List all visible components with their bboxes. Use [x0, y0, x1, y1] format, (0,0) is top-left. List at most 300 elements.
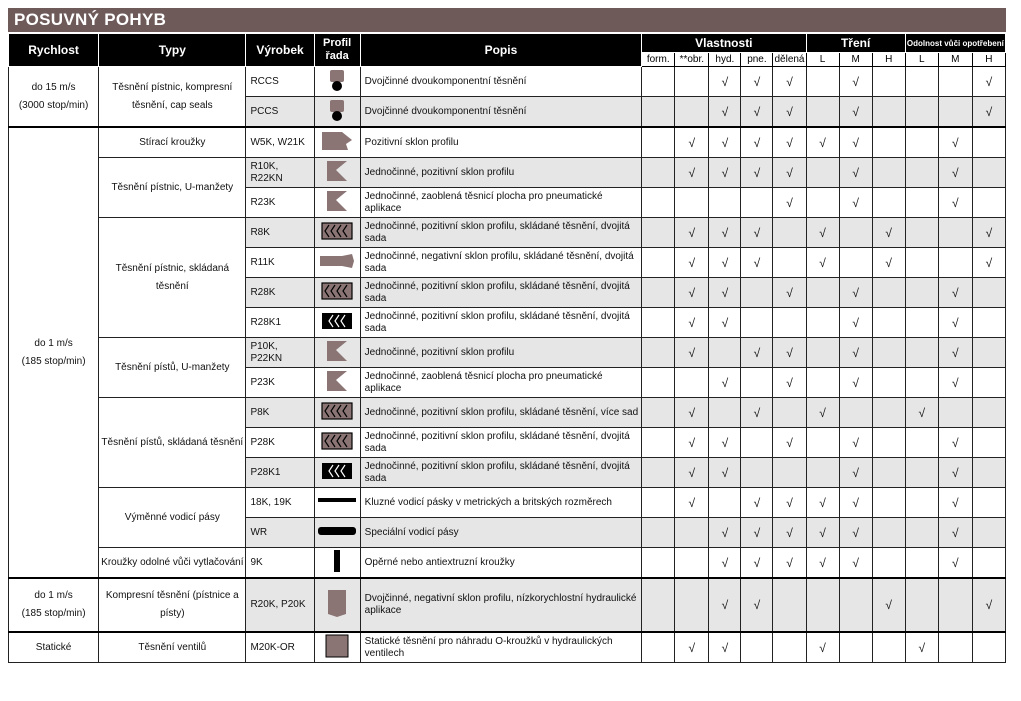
table-row	[9, 218, 1006, 248]
table-row	[9, 338, 1006, 368]
check-hyd-2: √	[709, 248, 741, 278]
header-rychlost: Rychlost	[9, 34, 99, 67]
profile-cell	[314, 632, 360, 663]
subheader-1: **obr.	[675, 53, 709, 67]
check-pne-3	[741, 188, 773, 218]
check-dlen-4: √	[773, 338, 806, 368]
check-l-5: √	[806, 488, 839, 518]
check-form-0	[642, 518, 675, 548]
subheader-3: pne.	[741, 53, 773, 67]
strip-icon	[317, 496, 357, 508]
compression-icon	[326, 588, 348, 622]
check-m-9	[938, 218, 972, 248]
check-dlen-4	[773, 248, 806, 278]
check-hyd-2: √	[709, 308, 741, 338]
cap-seal-icon	[327, 68, 347, 96]
header-popis: Popis	[360, 34, 642, 67]
check-h-7	[872, 158, 905, 188]
description: Pozitivní sklon profilu	[360, 127, 642, 158]
description: Dvojčinné dvoukomponentní těsnění	[360, 67, 642, 97]
check-h-7	[872, 67, 905, 97]
speed-value-stops: (185 stop/min)	[21, 355, 86, 367]
check-m-6: √	[839, 548, 872, 579]
check-pne-3: √	[741, 248, 773, 278]
check-l-8	[905, 548, 938, 579]
check-h-10	[972, 428, 1005, 458]
check-dlen-4	[773, 398, 806, 428]
check-m-9: √	[938, 308, 972, 338]
check-form-0	[642, 458, 675, 488]
check-obr-1: √	[675, 398, 709, 428]
speed-value-stops: (185 stop/min)	[21, 608, 86, 619]
product-code: PCCS	[246, 97, 314, 128]
check-m-6: √	[839, 458, 872, 488]
check-obr-1	[675, 67, 709, 97]
check-form-0	[642, 578, 675, 632]
check-l-5: √	[806, 632, 839, 663]
check-hyd-2	[709, 188, 741, 218]
check-m-9: √	[938, 518, 972, 548]
check-h-7	[872, 458, 905, 488]
check-l-8	[905, 428, 938, 458]
profile-cell	[314, 67, 360, 97]
speed-value: do 1 m/s	[34, 337, 73, 349]
stacked-neg-icon	[318, 253, 356, 273]
check-m-9: √	[938, 428, 972, 458]
stacked-seal-icon	[321, 222, 353, 244]
check-obr-1	[675, 188, 709, 218]
check-l-5	[806, 338, 839, 368]
description: Opěrné nebo antiextruzní kroužky	[360, 548, 642, 579]
check-dlen-4: √	[773, 158, 806, 188]
description: Jednočinné, zaoblená těsnicí plocha pro pneumatické aplikace	[360, 368, 642, 398]
check-m-6	[839, 218, 872, 248]
check-h-7: √	[872, 248, 905, 278]
check-l-5	[806, 428, 839, 458]
check-l-8	[905, 188, 938, 218]
check-form-0	[642, 158, 675, 188]
check-dlen-4: √	[773, 127, 806, 158]
check-l-5	[806, 97, 839, 128]
check-pne-3: √	[741, 518, 773, 548]
check-h-7	[872, 97, 905, 128]
check-h-10	[972, 278, 1005, 308]
check-hyd-2: √	[709, 368, 741, 398]
check-dlen-4	[773, 218, 806, 248]
table-row	[9, 127, 1006, 158]
check-h-7	[872, 488, 905, 518]
subheader-6: M	[839, 53, 872, 67]
check-m-9: √	[938, 188, 972, 218]
type-pistnic-u-manzety: Těsnění pístnic, U-manžety	[99, 158, 246, 218]
backup-ring-icon	[332, 549, 342, 577]
check-hyd-2: √	[709, 158, 741, 188]
profile-cell	[314, 548, 360, 579]
profile-cell	[314, 97, 360, 128]
check-pne-3: √	[741, 218, 773, 248]
check-l-8	[905, 458, 938, 488]
type-krouzky-vytlacovani: Kroužky odolné vůči vytlačování	[99, 548, 246, 579]
check-hyd-2	[709, 338, 741, 368]
check-m-6: √	[839, 518, 872, 548]
profile-cell	[314, 578, 360, 632]
check-h-7	[872, 278, 905, 308]
check-pne-3: √	[741, 127, 773, 158]
check-dlen-4: √	[773, 97, 806, 128]
description: Speciální vodicí pásy	[360, 518, 642, 548]
check-dlen-4: √	[773, 188, 806, 218]
check-hyd-2: √	[709, 458, 741, 488]
check-dlen-4: √	[773, 428, 806, 458]
check-h-10	[972, 632, 1005, 663]
check-l-8	[905, 97, 938, 128]
check-pne-3: √	[741, 158, 773, 188]
check-m-9: √	[938, 548, 972, 579]
check-m-6: √	[839, 97, 872, 128]
type-stiraci-krouzky: Stírací kroužky	[99, 127, 246, 158]
check-h-10: √	[972, 67, 1005, 97]
description: Jednočinné, pozitivní sklon profilu, skládané těsnění, dvojitá sada	[360, 218, 642, 248]
check-form-0	[642, 428, 675, 458]
check-m-6	[839, 398, 872, 428]
check-hyd-2: √	[709, 632, 741, 663]
check-form-0	[642, 398, 675, 428]
profile-cell	[314, 458, 360, 488]
profile-cell	[314, 278, 360, 308]
profile-cell	[314, 368, 360, 398]
subheader-2: hyd.	[709, 53, 741, 67]
check-l-8	[905, 338, 938, 368]
check-dlen-4: √	[773, 67, 806, 97]
check-pne-3: √	[741, 97, 773, 128]
description: Jednočinné, pozitivní sklon profilu, skládané těsnění, více sad	[360, 398, 642, 428]
type-pistnic-skladana: Těsnění pístnic, skládaná těsnění	[99, 218, 246, 338]
profile-cell	[314, 248, 360, 278]
check-l-5	[806, 368, 839, 398]
speed-group-4	[9, 632, 99, 663]
check-m-9: √	[938, 278, 972, 308]
speed-group-3	[9, 578, 99, 632]
wiper-icon	[320, 130, 354, 156]
description: Dvojčinné, negativní sklon profilu, nízkorychlostní hydraulické aplikace	[360, 578, 642, 632]
check-h-10	[972, 488, 1005, 518]
check-m-9	[938, 248, 972, 278]
check-m-6: √	[839, 338, 872, 368]
subheader-9: M	[938, 53, 972, 67]
product-code: WR	[246, 518, 314, 548]
product-code: R20K, P20K	[246, 578, 314, 632]
check-l-5	[806, 188, 839, 218]
check-h-10	[972, 127, 1005, 158]
check-h-10	[972, 308, 1005, 338]
profile-cell	[314, 488, 360, 518]
check-l-8	[905, 158, 938, 188]
check-h-7	[872, 548, 905, 579]
subheader-8: L	[905, 53, 938, 67]
check-l-5: √	[806, 127, 839, 158]
description: Kluzné vodicí pásky v metrických a britských rozměrech	[360, 488, 642, 518]
check-obr-1: √	[675, 218, 709, 248]
check-m-6	[839, 248, 872, 278]
check-l-5	[806, 67, 839, 97]
check-hyd-2: √	[709, 428, 741, 458]
u-cup-icon	[324, 159, 350, 187]
check-h-10	[972, 188, 1005, 218]
table-row	[9, 67, 1006, 97]
product-code: R28K	[246, 278, 314, 308]
check-obr-1: √	[675, 338, 709, 368]
description: Statické těsnění pro náhradu O-kroužků v hydraulických ventilech	[360, 632, 642, 663]
product-code: W5K, W21K	[246, 127, 314, 158]
table-row	[9, 158, 1006, 188]
stacked-seal-icon	[321, 282, 353, 304]
check-h-10	[972, 158, 1005, 188]
check-h-7	[872, 188, 905, 218]
check-pne-3: √	[741, 67, 773, 97]
check-hyd-2	[709, 398, 741, 428]
check-m-6: √	[839, 188, 872, 218]
check-m-6: √	[839, 428, 872, 458]
check-h-10	[972, 398, 1005, 428]
product-code: P10K, P22KN	[246, 338, 314, 368]
check-form-0	[642, 368, 675, 398]
product-code: P23K	[246, 368, 314, 398]
check-l-5	[806, 308, 839, 338]
subheader-10: H	[972, 53, 1005, 67]
check-m-9	[938, 578, 972, 632]
check-l-8: √	[905, 398, 938, 428]
description: Jednočinné, pozitivní sklon profilu, skládané těsnění, dvojitá sada	[360, 278, 642, 308]
check-form-0	[642, 67, 675, 97]
check-obr-1: √	[675, 632, 709, 663]
description: Dvojčinné dvoukomponentní těsnění	[360, 97, 642, 128]
check-l-5	[806, 158, 839, 188]
check-form-0	[642, 548, 675, 579]
product-code: P8K	[246, 398, 314, 428]
check-pne-3	[741, 308, 773, 338]
subheader-4: dělená	[774, 54, 805, 65]
check-obr-1	[675, 548, 709, 579]
profile-cell	[314, 308, 360, 338]
check-pne-3	[741, 632, 773, 663]
page-title: POSUVNÝ POHYB	[8, 8, 1006, 32]
check-hyd-2: √	[709, 518, 741, 548]
check-pne-3: √	[741, 338, 773, 368]
check-m-9: √	[938, 458, 972, 488]
check-hyd-2: √	[709, 97, 741, 128]
check-obr-1: √	[675, 308, 709, 338]
check-l-5	[806, 458, 839, 488]
check-m-6	[839, 578, 872, 632]
product-code: R10K, R22KN	[246, 158, 314, 188]
check-m-6: √	[839, 127, 872, 158]
check-hyd-2: √	[709, 548, 741, 579]
description: Jednočinné, pozitivní sklon profilu	[360, 338, 642, 368]
product-table	[8, 33, 1006, 663]
check-m-6: √	[839, 308, 872, 338]
profile-cell	[314, 158, 360, 188]
check-h-10: √	[972, 97, 1005, 128]
speed-value: do 15 m/s	[31, 81, 76, 93]
check-obr-1	[675, 578, 709, 632]
table-row	[9, 548, 1006, 579]
check-h-10: √	[972, 218, 1005, 248]
speed-value: Statické	[35, 641, 72, 653]
check-obr-1: √	[675, 488, 709, 518]
check-dlen-4	[773, 578, 806, 632]
description: Jednočinné, zaoblená těsnicí plocha pro pneumatické aplikace	[360, 188, 642, 218]
check-obr-1: √	[675, 428, 709, 458]
check-hyd-2: √	[709, 218, 741, 248]
check-h-7	[872, 308, 905, 338]
check-dlen-4: √	[773, 278, 806, 308]
product-code: R28K1	[246, 308, 314, 338]
check-m-6	[839, 632, 872, 663]
check-l-5	[806, 578, 839, 632]
check-pne-3	[741, 458, 773, 488]
check-h-10	[972, 518, 1005, 548]
check-l-8	[905, 308, 938, 338]
check-l-5: √	[806, 398, 839, 428]
check-dlen-4: √	[773, 518, 806, 548]
check-h-7	[872, 127, 905, 158]
subheader-5: L	[806, 53, 839, 67]
check-h-7	[872, 398, 905, 428]
product-code: R8K	[246, 218, 314, 248]
check-m-6: √	[839, 368, 872, 398]
check-l-5: √	[806, 518, 839, 548]
product-code: P28K	[246, 428, 314, 458]
check-form-0	[642, 127, 675, 158]
check-dlen-4: √	[773, 548, 806, 579]
check-hyd-2: √	[709, 578, 741, 632]
header-profil: Profil řada	[314, 34, 360, 67]
check-h-10	[972, 548, 1005, 579]
check-l-5	[806, 278, 839, 308]
profile-cell	[314, 398, 360, 428]
check-m-9	[938, 398, 972, 428]
check-obr-1: √	[675, 248, 709, 278]
stacked-seal-icon	[321, 432, 353, 454]
description: Jednočinné, pozitivní sklon profilu	[360, 158, 642, 188]
check-h-7	[872, 368, 905, 398]
subheader-7: H	[872, 53, 905, 67]
check-form-0	[642, 338, 675, 368]
description: Jednočinné, pozitivní sklon profilu, skládané těsnění, dvojitá sada	[360, 308, 642, 338]
stacked-black-icon	[321, 462, 353, 484]
check-m-9: √	[938, 127, 972, 158]
speed-group-2	[9, 127, 99, 578]
type-tesneni-ventilu: Těsnění ventilů	[99, 632, 246, 663]
product-code: 9K	[246, 548, 314, 579]
check-pne-3: √	[741, 488, 773, 518]
check-l-8	[905, 578, 938, 632]
check-obr-1	[675, 368, 709, 398]
check-m-6: √	[839, 67, 872, 97]
check-pne-3	[741, 278, 773, 308]
check-h-7	[872, 518, 905, 548]
check-obr-1: √	[675, 158, 709, 188]
check-m-6: √	[839, 278, 872, 308]
header-odolnost: Odolnost vůči opotřebení	[905, 34, 1005, 53]
profile-cell	[314, 218, 360, 248]
check-h-10	[972, 338, 1005, 368]
table-row	[9, 578, 1006, 632]
profile-cell	[314, 338, 360, 368]
check-l-5: √	[806, 248, 839, 278]
check-obr-1: √	[675, 127, 709, 158]
cap-seal-icon	[327, 98, 347, 126]
check-form-0	[642, 488, 675, 518]
check-l-8	[905, 278, 938, 308]
product-code: R11K	[246, 248, 314, 278]
table-row	[9, 632, 1006, 663]
check-h-10	[972, 368, 1005, 398]
u-cup-icon	[324, 339, 350, 367]
check-dlen-4	[773, 308, 806, 338]
check-obr-1: √	[675, 458, 709, 488]
check-m-6: √	[839, 488, 872, 518]
check-pne-3: √	[741, 548, 773, 579]
check-dlen-4: √	[773, 488, 806, 518]
type-vodici-pasy: Výměnné vodicí pásy	[99, 488, 246, 548]
check-l-5: √	[806, 218, 839, 248]
profile-cell	[314, 188, 360, 218]
check-h-7	[872, 338, 905, 368]
header-typy: Typy	[99, 34, 246, 67]
check-h-10: √	[972, 578, 1005, 632]
header-treni: Tření	[806, 34, 905, 53]
check-dlen-4: √	[773, 368, 806, 398]
valve-seal-icon	[325, 634, 349, 662]
check-pne-3: √	[741, 398, 773, 428]
table-row	[9, 398, 1006, 428]
check-h-10	[972, 458, 1005, 488]
check-form-0	[642, 308, 675, 338]
check-m-9: √	[938, 488, 972, 518]
profile-cell	[314, 518, 360, 548]
stacked-black-icon	[321, 312, 353, 334]
strip-thick-icon	[317, 525, 357, 541]
check-obr-1	[675, 97, 709, 128]
check-obr-1	[675, 518, 709, 548]
product-code: P28K1	[246, 458, 314, 488]
type-pistu-skladana: Těsnění pístů, skládaná těsnění	[99, 398, 246, 488]
type-kompresni-tesneni: Kompresní těsnění (pístnice a písty)	[99, 578, 246, 632]
header-vyrobek: Výrobek	[246, 34, 314, 67]
product-code: 18K, 19K	[246, 488, 314, 518]
check-l-8	[905, 248, 938, 278]
check-form-0	[642, 218, 675, 248]
check-pne-3	[741, 428, 773, 458]
product-code: R23K	[246, 188, 314, 218]
check-form-0	[642, 632, 675, 663]
check-m-6: √	[839, 158, 872, 188]
description: Jednočinné, pozitivní sklon profilu, skládané těsnění, dvojitá sada	[360, 458, 642, 488]
check-dlen-4	[773, 632, 806, 663]
check-m-9: √	[938, 368, 972, 398]
u-cup-icon	[324, 189, 350, 217]
speed-group-1	[9, 67, 99, 128]
check-m-9	[938, 67, 972, 97]
check-pne-3: √	[741, 578, 773, 632]
check-m-9	[938, 97, 972, 128]
profile-cell	[314, 127, 360, 158]
speed-value-stops: (3000 stop/min)	[18, 99, 89, 111]
check-pne-3	[741, 368, 773, 398]
check-hyd-2: √	[709, 127, 741, 158]
check-l-8	[905, 518, 938, 548]
